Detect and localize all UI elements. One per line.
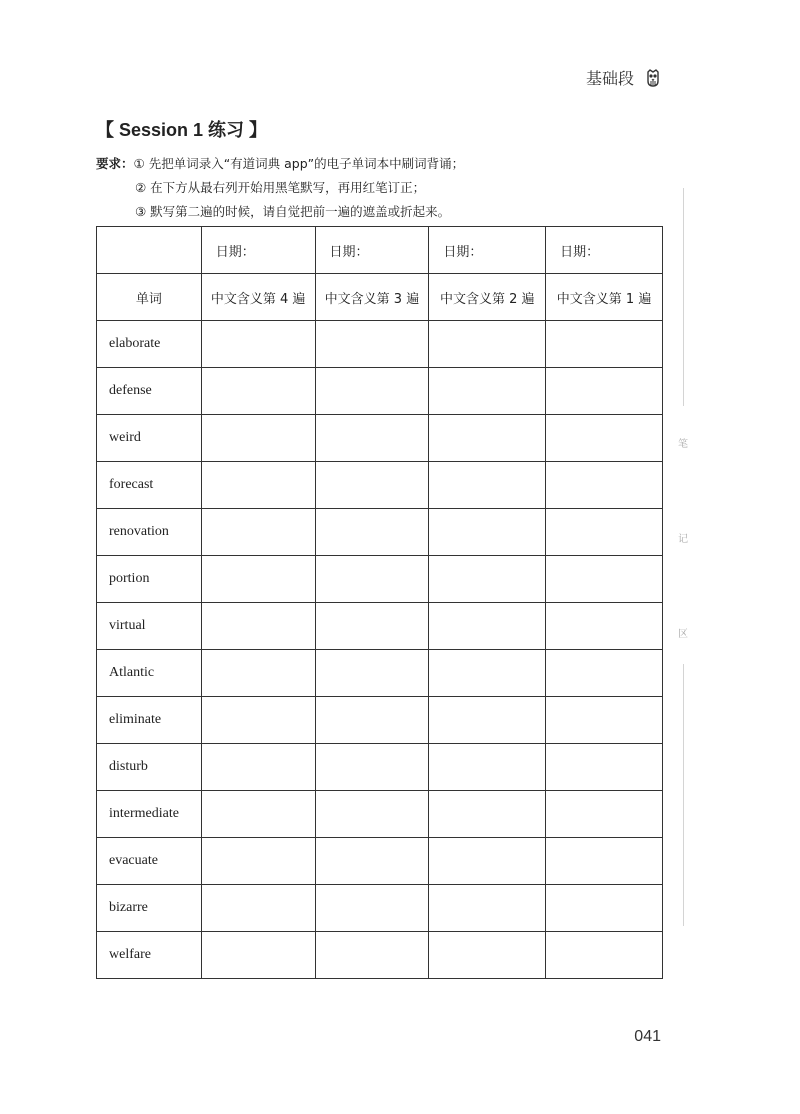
table-row bbox=[97, 885, 663, 932]
answer-cell[interactable] bbox=[429, 368, 546, 415]
word-cell: disturb bbox=[97, 744, 202, 791]
answer-cell[interactable] bbox=[201, 885, 315, 932]
word-cell: bizarre bbox=[97, 885, 202, 932]
word-cell: virtual bbox=[97, 603, 202, 650]
page-number: 041 bbox=[634, 1028, 661, 1045]
answer-cell[interactable] bbox=[429, 415, 546, 462]
answer-cell[interactable] bbox=[546, 321, 663, 368]
notes-divider-bottom bbox=[683, 664, 684, 926]
requirement-line-1 bbox=[96, 152, 464, 176]
table-row bbox=[97, 932, 663, 979]
column-header-pass-2: 中文含义第 2 遍 bbox=[429, 274, 546, 321]
answer-cell[interactable] bbox=[429, 650, 546, 697]
answer-cell[interactable] bbox=[315, 744, 429, 791]
answer-cell[interactable] bbox=[315, 697, 429, 744]
table-row bbox=[97, 368, 663, 415]
word-rows bbox=[97, 321, 663, 979]
answer-cell[interactable] bbox=[315, 603, 429, 650]
answer-cell[interactable] bbox=[315, 509, 429, 556]
word-cell: eliminate bbox=[97, 697, 202, 744]
word-cell: portion bbox=[97, 556, 202, 603]
answer-cell[interactable] bbox=[201, 321, 315, 368]
answer-cell[interactable] bbox=[546, 368, 663, 415]
answer-cell[interactable] bbox=[546, 838, 663, 885]
answer-cell[interactable] bbox=[429, 509, 546, 556]
word-cell: forecast bbox=[97, 462, 202, 509]
table-row bbox=[97, 556, 663, 603]
date-row bbox=[97, 227, 663, 274]
answer-cell[interactable] bbox=[201, 791, 315, 838]
table-row bbox=[97, 603, 663, 650]
answer-cell[interactable] bbox=[429, 321, 546, 368]
empty-corner-cell bbox=[97, 227, 202, 274]
table-row bbox=[97, 650, 663, 697]
table-row bbox=[97, 321, 663, 368]
owl-logo-icon bbox=[646, 69, 660, 87]
answer-cell[interactable] bbox=[315, 368, 429, 415]
answer-cell[interactable] bbox=[315, 321, 429, 368]
word-cell: intermediate bbox=[97, 791, 202, 838]
vocabulary-table bbox=[96, 226, 663, 979]
answer-cell[interactable] bbox=[315, 462, 429, 509]
answer-cell[interactable] bbox=[201, 932, 315, 979]
answer-cell[interactable] bbox=[546, 697, 663, 744]
answer-cell[interactable] bbox=[546, 509, 663, 556]
answer-cell[interactable] bbox=[201, 838, 315, 885]
answer-cell[interactable] bbox=[201, 415, 315, 462]
table-row bbox=[97, 415, 663, 462]
table-row bbox=[97, 838, 663, 885]
answer-cell[interactable] bbox=[315, 838, 429, 885]
answer-cell[interactable] bbox=[429, 932, 546, 979]
requirement-line-2 bbox=[96, 176, 464, 200]
column-header-pass-3: 中文含义第 3 遍 bbox=[315, 274, 429, 321]
table-row bbox=[97, 697, 663, 744]
word-cell: welfare bbox=[97, 932, 202, 979]
requirements-label: 要求： bbox=[96, 156, 134, 171]
running-header bbox=[586, 66, 660, 89]
header-row bbox=[97, 274, 663, 321]
answer-cell[interactable] bbox=[546, 932, 663, 979]
answer-cell[interactable] bbox=[315, 791, 429, 838]
answer-cell[interactable] bbox=[201, 556, 315, 603]
date-cell[interactable]: 日期： bbox=[429, 227, 546, 274]
answer-cell[interactable] bbox=[546, 556, 663, 603]
answer-cell[interactable] bbox=[315, 932, 429, 979]
requirement-item: ② 在下方从最右列开始用黑笔默写，再用红笔订正； bbox=[135, 180, 426, 195]
column-header-pass-1: 中文含义第 1 遍 bbox=[546, 274, 663, 321]
answer-cell[interactable] bbox=[546, 744, 663, 791]
section-title: 【 Session 1 练习 】 bbox=[96, 120, 268, 140]
requirements bbox=[96, 152, 464, 224]
notes-label-char: 记 bbox=[678, 534, 688, 545]
answer-cell[interactable] bbox=[429, 697, 546, 744]
answer-cell[interactable] bbox=[201, 368, 315, 415]
answer-cell[interactable] bbox=[201, 603, 315, 650]
table-row bbox=[97, 462, 663, 509]
answer-cell[interactable] bbox=[429, 603, 546, 650]
answer-cell[interactable] bbox=[546, 885, 663, 932]
answer-cell[interactable] bbox=[201, 650, 315, 697]
answer-cell[interactable] bbox=[429, 791, 546, 838]
answer-cell[interactable] bbox=[546, 603, 663, 650]
table-row bbox=[97, 509, 663, 556]
answer-cell[interactable] bbox=[315, 415, 429, 462]
answer-cell[interactable] bbox=[546, 791, 663, 838]
notes-label-char: 区 bbox=[678, 629, 688, 640]
answer-cell[interactable] bbox=[201, 509, 315, 556]
word-cell: elaborate bbox=[97, 321, 202, 368]
answer-cell[interactable] bbox=[429, 885, 546, 932]
answer-cell[interactable] bbox=[315, 556, 429, 603]
column-header-word: 单词 bbox=[97, 274, 202, 321]
answer-cell[interactable] bbox=[201, 697, 315, 744]
table-row bbox=[97, 744, 663, 791]
word-cell: evacuate bbox=[97, 838, 202, 885]
table-row bbox=[97, 791, 663, 838]
answer-cell[interactable] bbox=[429, 556, 546, 603]
answer-cell[interactable] bbox=[546, 462, 663, 509]
requirement-item: ③ 默写第二遍的时候，请自觉把前一遍的遮盖或折起来。 bbox=[135, 204, 451, 219]
answer-cell[interactable] bbox=[429, 462, 546, 509]
answer-cell[interactable] bbox=[201, 744, 315, 791]
answer-cell[interactable] bbox=[546, 650, 663, 697]
date-cell[interactable]: 日期： bbox=[201, 227, 315, 274]
column-header-pass-4: 中文含义第 4 遍 bbox=[201, 274, 315, 321]
answer-cell[interactable] bbox=[546, 415, 663, 462]
requirement-line-3 bbox=[96, 200, 464, 224]
answer-cell[interactable] bbox=[201, 462, 315, 509]
answer-cell[interactable] bbox=[315, 885, 429, 932]
notes-label-char: 笔 bbox=[678, 439, 688, 450]
requirement-item: ① 先把单词录入“有道词典 app”的电子单词本中刷词背诵； bbox=[133, 156, 465, 171]
word-cell: Atlantic bbox=[97, 650, 202, 697]
word-cell: defense bbox=[97, 368, 202, 415]
answer-cell[interactable] bbox=[429, 838, 546, 885]
answer-cell[interactable] bbox=[315, 650, 429, 697]
section-name: 基础段 bbox=[585, 69, 634, 88]
notes-divider-top bbox=[683, 188, 684, 406]
word-cell: weird bbox=[97, 415, 202, 462]
date-cell[interactable]: 日期： bbox=[315, 227, 429, 274]
date-cell[interactable]: 日期： bbox=[546, 227, 663, 274]
word-cell: renovation bbox=[97, 509, 202, 556]
answer-cell[interactable] bbox=[429, 744, 546, 791]
